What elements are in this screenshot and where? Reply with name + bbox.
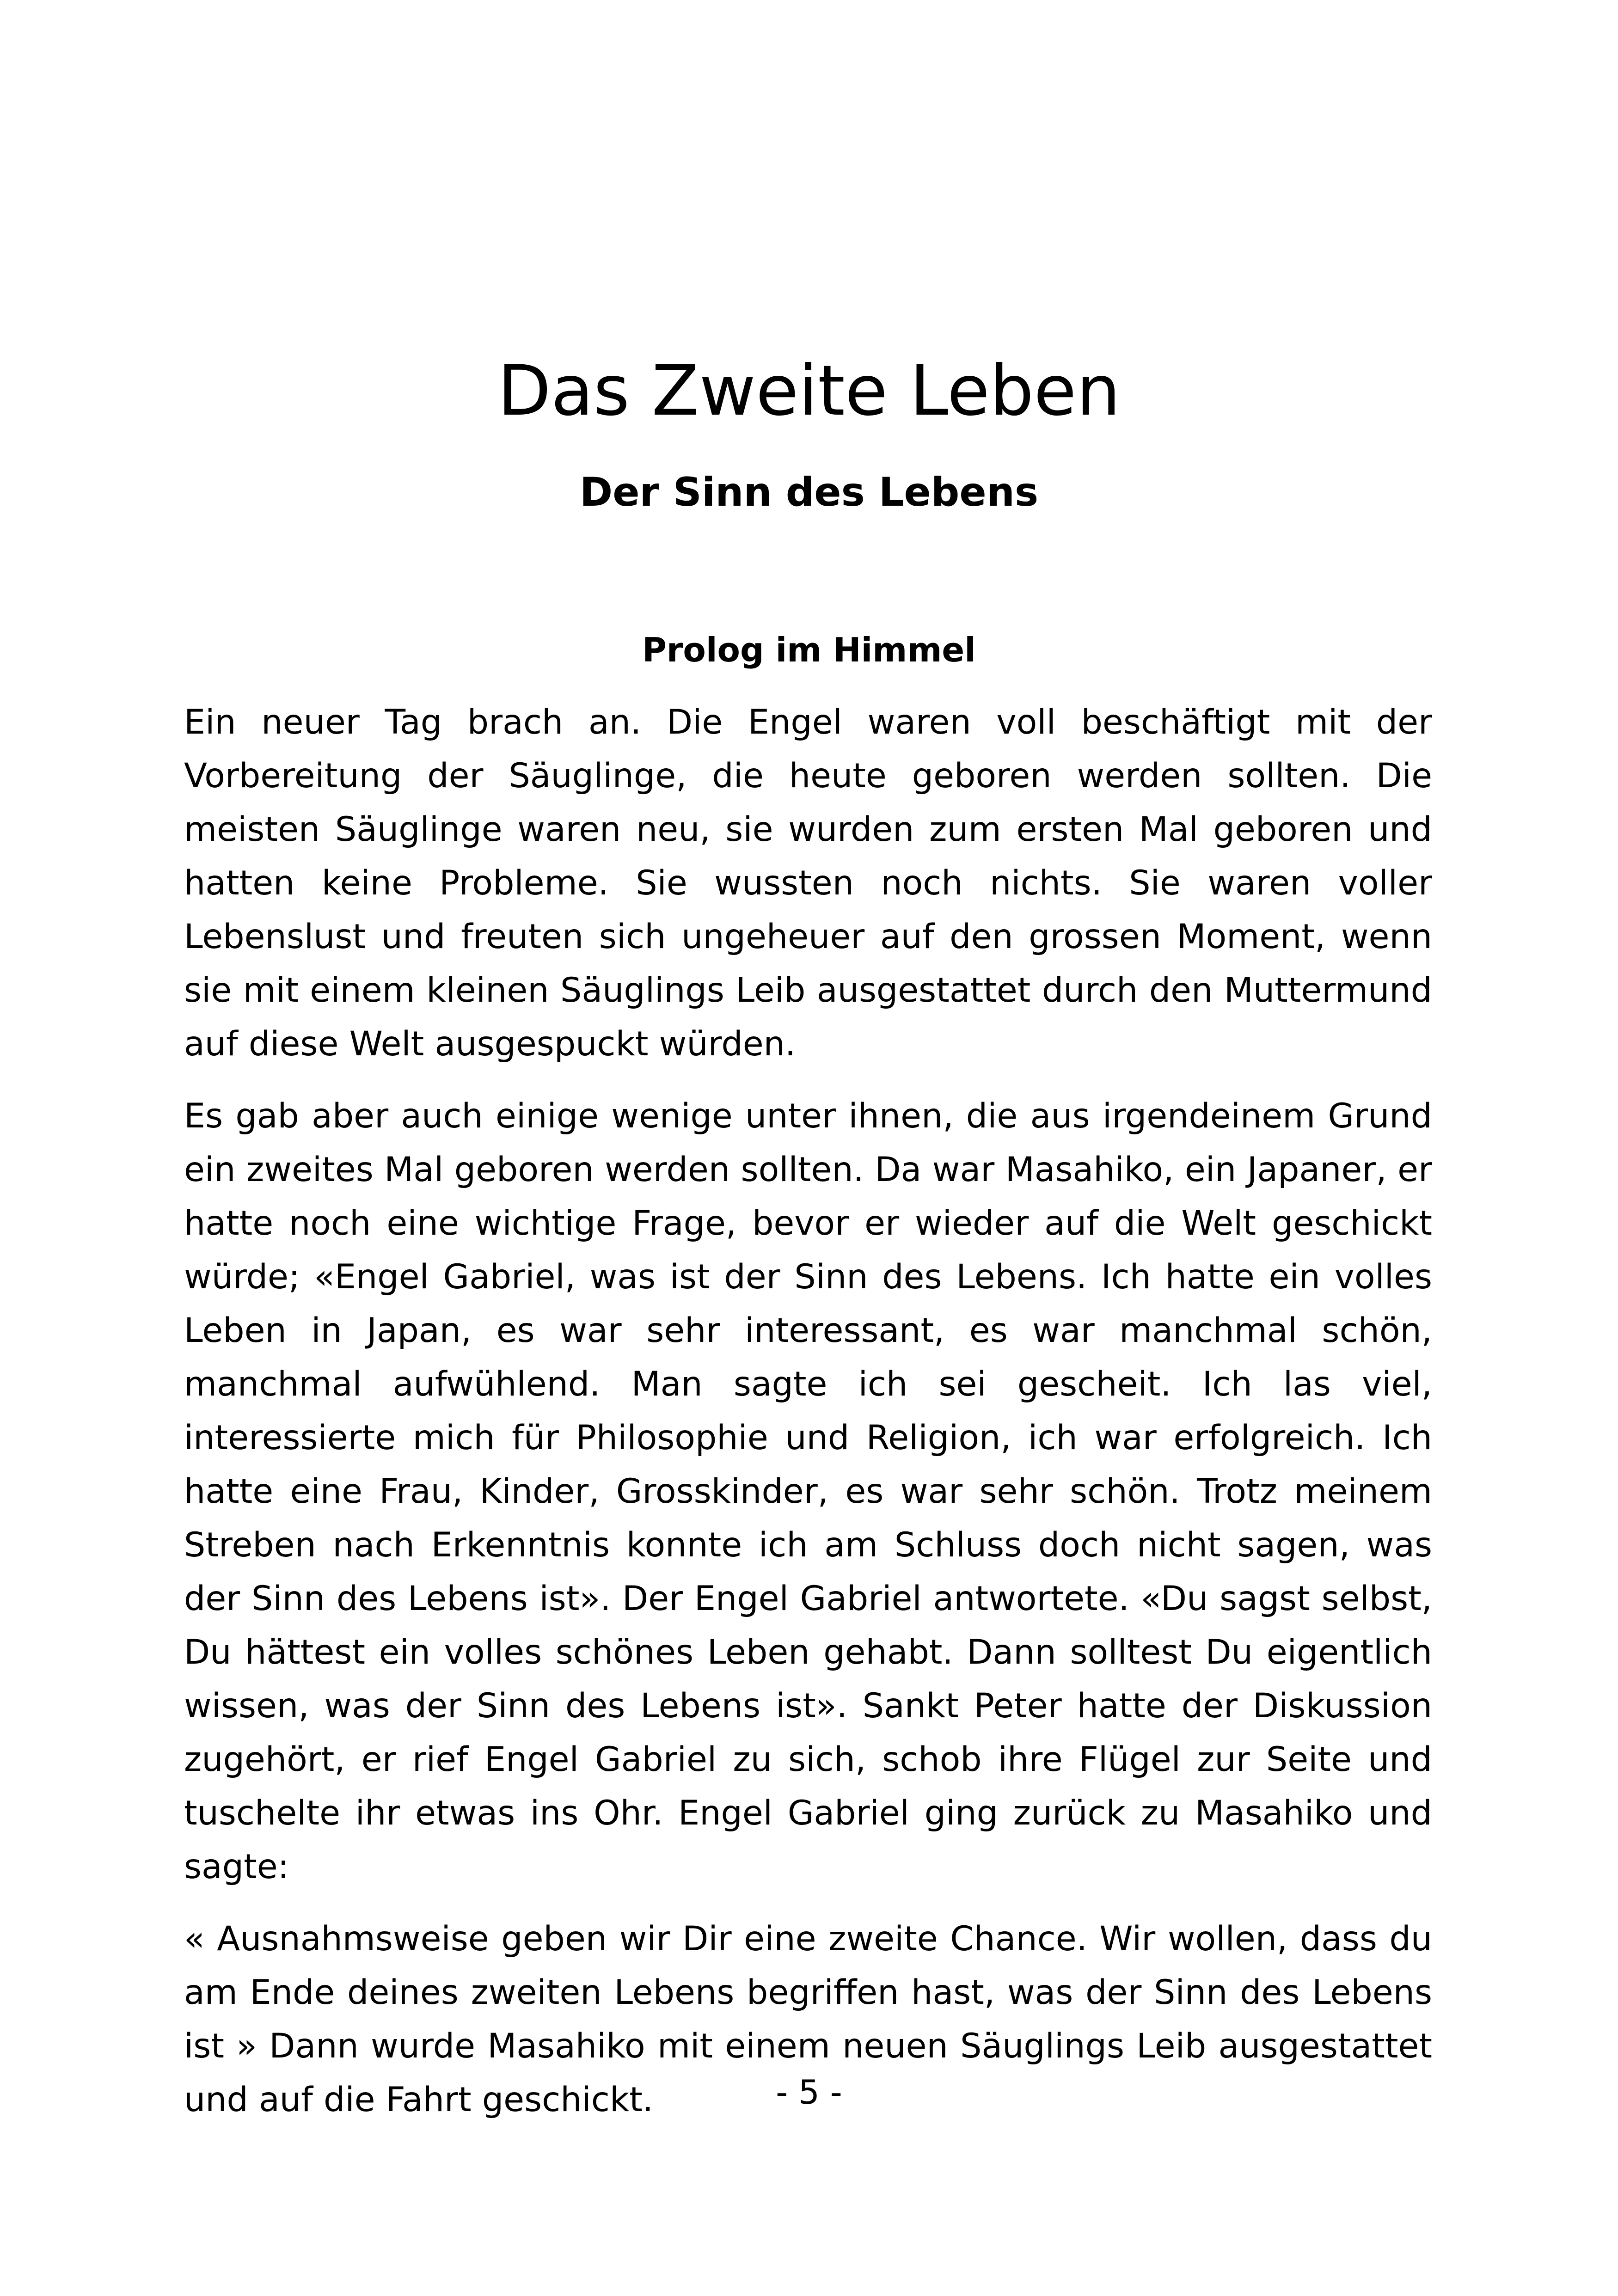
book-subtitle: Der Sinn des Lebens — [579, 469, 1039, 515]
paragraph: Es gab aber auch einige wenige unter ihnen, die aus irgendeinem Grund ein zweites Mal geboren werden sollten. Da war Masahiko, ein Japaner, er hatte noch eine wichtige Frage, bevor er wieder auf die Welt geschickt würde; «Engel Gabriel, was ist der Sinn des Lebens. Ich hatte ein volles Leben in Japan, es war sehr interessant, es war manchmal schön, manchmal aufwühlend. Man sagte ich sei gescheit. Ich las viel, interessierte mich für Philosophie und Religion, ich war erfolgreich. Ich hatte eine Frau, Kinder, Grosskinder, es war sehr schön. Trotz meinem Streben nach Erkenntnis konnte ich am Schluss doch nicht sagen, was der Sinn des Lebens ist». Der Engel Gabriel antwortete. «Du sagst selbst, Du hättest ein volles schönes Leben gehabt. Dann solltest Du eigentlich wissen, was der Sinn des Lebens ist». Sankt Peter hatte der Diskussion zugehört, er rief Engel Gabriel zu sich, schob ihre Flügel zur Seite und tuschelte ihr etwas ins Ohr. Engel Gabriel ging zurück zu Masahiko und sagte: — [184, 1096, 1432, 1886]
paragraph: Ein neuer Tag brach an. Die Engel waren voll beschäftigt mit der Vorbereitung der Säuglinge, die heute geboren werden sollten. Die meisten Säuglinge waren neu, sie wurden zum ersten Mal geboren und hatten keine Probleme. Sie wussten noch nichts. Sie waren voller Lebenslust und freuten sich ungeheuer auf den grossen Moment, wenn sie mit einem kleinen Säuglings Leib ausgestattet durch den Muttermund auf diese Welt ausgespuckt würden. — [184, 703, 1432, 1064]
paragraph: « Ausnahmsweise geben wir Dir eine zweite Chance. Wir wollen, dass du am Ende deines zweiten Lebens begriffen hast, was der Sinn des Lebens ist » Dann wurde Masahiko mit einem neuen Säuglings Leib ausgestattet und auf die Fahrt geschickt. — [184, 1919, 1432, 2119]
body-text — [184, 696, 1432, 2145]
page-number: - 5 - — [776, 2073, 842, 2112]
section-heading: Prolog im Himmel — [642, 631, 976, 669]
book-title: Das Zweite Leben — [497, 351, 1121, 431]
